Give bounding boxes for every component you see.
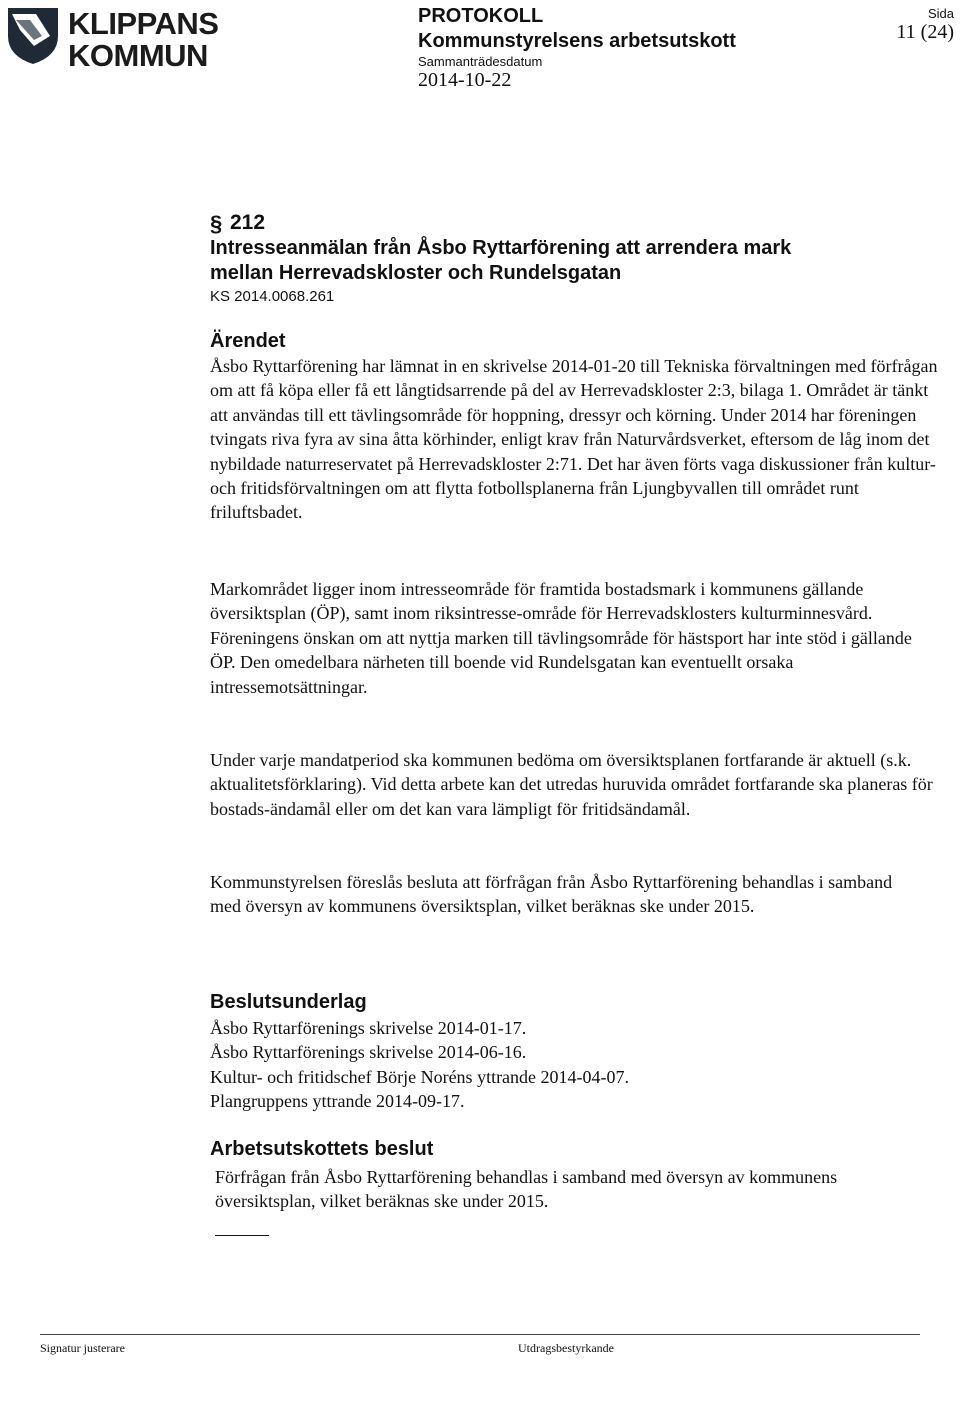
section-sign: § <box>210 211 223 236</box>
heading-arendet: Ärendet <box>210 330 286 352</box>
heading-beslutsunderlag: Beslutsunderlag <box>210 991 367 1013</box>
list-item: Kultur- och fritidschef Börje Noréns yttrande 2014-04-07. <box>210 1066 630 1087</box>
arendet-paragraph-2 <box>210 577 940 699</box>
page-number: 11 (24) <box>896 21 954 43</box>
arendet-paragraph-4 <box>210 870 900 919</box>
footer-divider <box>40 1334 920 1335</box>
list-item: Plangruppens yttrande 2014-09-17. <box>210 1091 465 1112</box>
list-item: Åsbo Ryttarförenings skrivelse 2014-01-17. <box>210 1018 527 1038</box>
end-rule <box>215 1235 269 1236</box>
paragraph-text: Kommunstyrelsen föreslås besluta att förfrågan från Åsbo Ryttarförening behandlas i samband med översyn av kommunens översiktsplan, vilket beräknas ske under 2015. <box>210 872 893 917</box>
logo-text-line2: KOMMUN <box>68 38 208 73</box>
heading-arbetsutskottets-beslut: Arbetsutskottets beslut <box>210 1138 434 1160</box>
paragraph-text: Markområdet ligger inom intresseområde för framtida bostadsmark i kommunens gällande översiktsplan (ÖP), samt inom riksintresse-område för Herrevadsklosters kulturminnesvård. Föreningens önskan om att nyttja marken till tävlingsområde för hästsport har inte stöd i gällande ÖP. Den omedelbara närheten till boende vid Rundelsgatan kan eventuellt orsaka intressemotsättningar. <box>210 579 912 697</box>
decision-text <box>215 1165 865 1214</box>
committee-name: Kommunstyrelsens arbetsutskott <box>418 30 736 52</box>
paragraph-text: Åsbo Ryttarförening har lämnat in en skrivelse 2014-01-20 till Tekniska förvaltningen med förfrågan om att få köpa eller få ett långtidsarrende på del av Herrevadskloster 2:3, bilaga 1. Området är tänkt att användas till ett tävlingsområde för hoppning, dressyr och körning. Under 2014 har föreningen tvingats riva fyra av sina åtta körhinder, enligt krav från Naturvårdsverket, eftersom de låg inom det nybildade naturreservatet på Herrevadskloster 2:71. Det har även förts vaga diskussioner från kultur- och fritidsförvaltningen om att flytta fotbollsplanerna från Ljungbyvallen till området runt friluftsbadet. <box>210 356 938 523</box>
arendet-paragraph-3 <box>210 748 940 821</box>
list-item: Åsbo Ryttarförenings skrivelse 2014-06-16. <box>210 1042 527 1063</box>
meeting-date: 2014-10-22 <box>418 69 512 91</box>
paragraph-text: Under varje mandatperiod ska kommunen bedöma om översiktsplanen fortfarande är aktuell (s.k. aktualitetsförklaring). Vid detta arbete kan det utredas huruvida området fortfarande ska planeras för bostads-ändamål eller om det kan vara lämpligt för fritidsändamål. <box>210 750 933 819</box>
case-number: 212 <box>230 211 266 234</box>
arendet-paragraph-1 <box>210 354 940 525</box>
meeting-date-label: Sammanträdesdatum <box>418 54 543 69</box>
municipality-logo <box>6 6 220 73</box>
paragraph-text: Förfrågan från Åsbo Ryttarförening behandlas i samband med översyn av kommunens översiktsplan, vilket beräknas ske under 2015. <box>215 1167 838 1212</box>
page-label: Sida <box>927 6 954 21</box>
klippan-coat-of-arms-icon <box>6 6 60 66</box>
signature-label: Signatur justerare <box>40 1341 125 1355</box>
registration-number: KS 2014.0068.261 <box>210 288 335 305</box>
beslutsunderlag-list <box>210 1016 940 1114</box>
case-title: Intresseanmälan från Åsbo Ryttarförening att arrendera mark mellan Herrevadskloster och Rundelsgatan <box>210 237 792 284</box>
document-type: PROTOKOLL <box>418 5 544 27</box>
certification-label: Utdragsbestyrkande <box>518 1341 614 1355</box>
logo-text-line1: KLIPPANS <box>68 6 219 41</box>
